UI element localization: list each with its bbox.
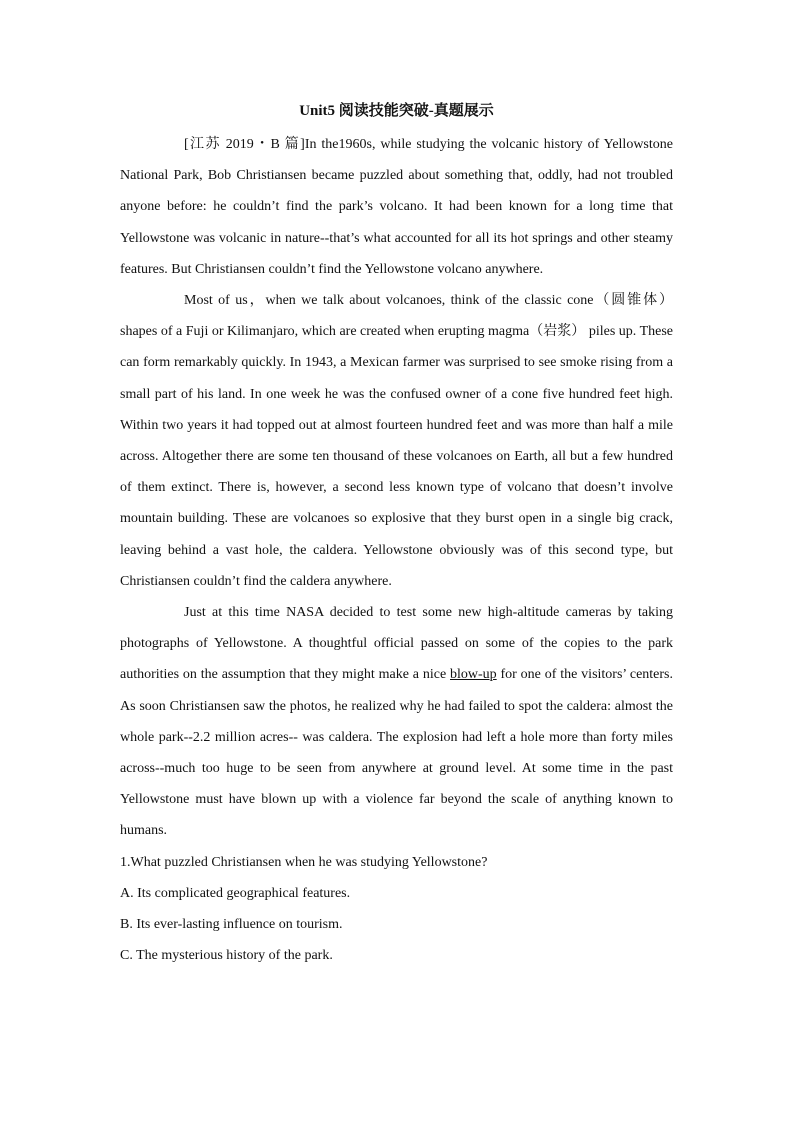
option-b: B. Its ever-lasting influence on tourism. [120,917,343,933]
question-stem: 1.What puzzled Christiansen when he was studying Yellowstone? [120,854,488,870]
passage-paragraph-1: [江苏 2019・B 篇]In the1960s, while studying the volcanic history of Yellowstone National Park, Bob Christiansen became puzzled about something that, oddly, had not troubled anyone before: he couldn’t find the park’s volcano. It had been known for a long time that Yellowstone was volcanic in nature--that’s what accounted for all its hot springs and other steamy features. But Christiansen couldn’t find the Yellowstone volcano anywhere. [120,137,673,277]
option-a: A. Its complicated geographical features. [120,885,351,901]
document-page [120,98,673,971]
option-c: C. The mysterious history of the park. [120,948,333,964]
passage-paragraph-3 [120,597,673,847]
page-title: Unit5 阅读技能突破-真题展示 [299,103,494,119]
underlined-word-blow-up: blow-up [450,667,497,683]
paragraph-3-text-start: Just at this time NASA decided to test some new high-altitude cameras by taking photographs of Yellowstone. A thoughtful official passed on some of the copies to the park authorities on the assumption that they might make a nice [120,605,673,683]
passage-paragraph-2: Most of us，when we talk about volcanoes, think of the classic cone（圆锥体） shapes of a Fuji or Kilimanjaro, which are created when erupting magma（岩浆） piles up. These can form remarkably quickly. In 1943, a Mexican farmer was surprised to see smoke rising from a small part of his land. In one week he was the confused owner of a cone five hundred feet high. Within two years it had topped out at almost fourteen hundred feet and was more than half a mile across. Altogether there are some ten thousand of these volcanoes on Earth, all but a few hundred of them extinct. There is, however, a second less known type of volcano that doesn’t involve mountain building. These are volcanoes so explosive that they burst open in a single big crack, leaving behind a vast hole, the caldera. Yellowstone obviously was of this second type, but Christiansen couldn’t find the caldera anywhere. [120,293,673,589]
paragraph-3-text-end: for one of the visitors’ centers. As soon Christiansen saw the photos, he realized why he had failed to spot the caldera: almost the whole park--2.2 million acres-- was caldera. The explosion had left a hole more than forty miles across--much too huge to be seen from anywhere at ground level. At some time in the past Yellowstone must have blown up with a violence far beyond the scale of anything known to humans. [120,667,674,839]
